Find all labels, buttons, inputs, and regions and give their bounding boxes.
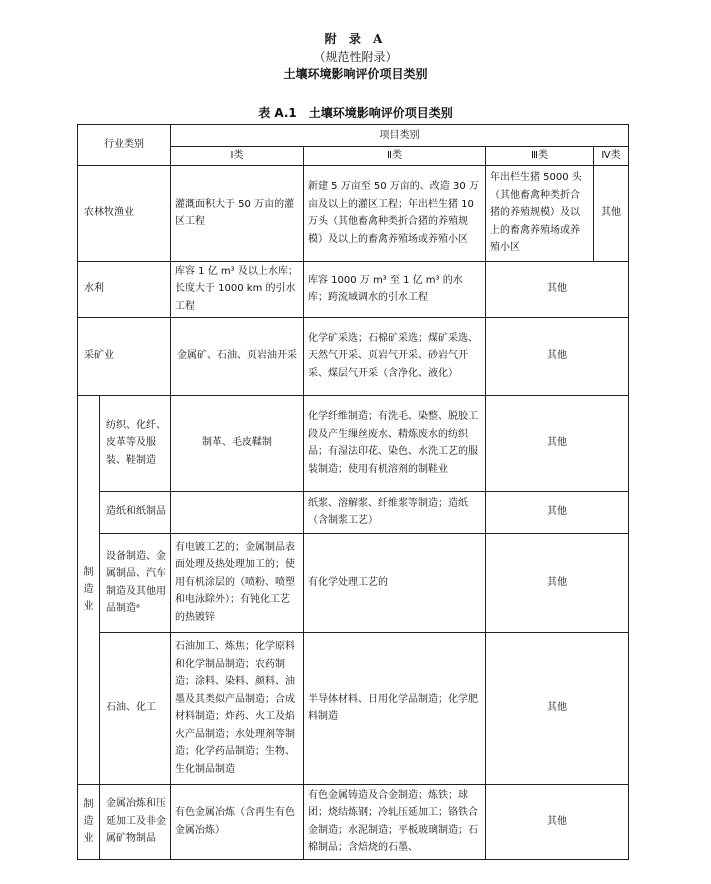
class-1-cell: 灌溉面积大于 50 万亩的灌区工程 <box>171 165 304 261</box>
subindustry-cell: 造纸和纸制品 <box>100 491 171 533</box>
class-2-cell: 有色金属铸造及合金制造；炼铁；球团；烧结炼钢；冷轧压延加工；铬铁合金制造；水泥制造；平板玻璃制造；石棉制品；含焙烧的石墨、 <box>304 784 486 859</box>
header-class-3: Ⅲ类 <box>486 147 594 166</box>
header-class-4: Ⅳ类 <box>594 147 629 166</box>
subindustry-cell: 纺织、化纤、皮革等及服装、鞋制造 <box>100 395 171 491</box>
project-category-table <box>77 124 629 860</box>
table-caption <box>0 104 711 121</box>
class-2-cell: 纸浆、溶解浆、纤维浆等制造；造纸（含制浆工艺） <box>304 491 486 533</box>
manufacturing-label-text: 制造业 <box>83 566 94 612</box>
header-class-2: Ⅱ类 <box>304 147 486 166</box>
class-2-cell: 新建 5 万亩至 50 万亩的、改造 30 万亩及以上的灌区工程；年出栏生猪 10 万头（其他畜禽种类折合猪的养殖规模）及以上的畜禽养殖场或养殖小区 <box>304 165 486 261</box>
class-4-cell: 其他 <box>594 165 629 261</box>
table-row <box>78 395 629 491</box>
class-3-4-cell: 其他 <box>486 533 629 632</box>
class-2-cell: 库容 1000 万 m³ 至 1 亿 m³ 的水库；跨流域调水的引水工程 <box>304 261 486 317</box>
appendix-title: 附 录 A <box>324 32 387 46</box>
class-1-cell: 制革、毛皮鞣制 <box>171 395 304 491</box>
class-2-cell: 化学矿采选；石棉矿采选；煤矿采选、天然气开采、页岩气开采、砂岩气开采、煤层气开采（含净化、液化） <box>304 317 486 395</box>
appendix-subtitle: 土壤环境影响评价项目类别 <box>283 67 428 81</box>
subindustry-cell: 石油、化工 <box>100 632 171 784</box>
table-row <box>78 165 629 261</box>
manufacturing-label <box>78 784 100 859</box>
class-1-cell: 库容 1 亿 m³ 及以上水库；长度大于 1000 km 的引水工程 <box>171 261 304 317</box>
class-3-4-cell: 其他 <box>486 491 629 533</box>
class-1-cell: 有电镀工艺的；金属制品表面处理及热处理加工的；使用有机涂层的（喷粉、喷塑和电泳除外）；有钝化工艺的热镀锌 <box>171 533 304 632</box>
class-3-4-cell: 其他 <box>486 395 629 491</box>
header-class-1: Ⅰ类 <box>171 147 304 166</box>
class-2-cell: 化学纤维制造；有洗毛、染整、脱胶工段及产生缫丝废水、精炼废水的纺织品；有湿法印花、染色、水洗工艺的服装制造；使用有机溶剂的制鞋业 <box>304 395 486 491</box>
class-1-cell: 有色金属冶炼（含再生有色金属冶炼） <box>171 784 304 859</box>
class-3-4-cell: 其他 <box>486 261 629 317</box>
class-2-cell: 有化学处理工艺的 <box>304 533 486 632</box>
manufacturing-label <box>78 395 100 784</box>
table-row <box>78 491 629 533</box>
header-industry: 行业类别 <box>78 125 171 166</box>
manufacturing-label-text: 制造业 <box>83 798 94 844</box>
class-1-cell <box>171 491 304 533</box>
table-number: 表 A.1 <box>258 106 297 120</box>
subindustry-cell: 设备制造、金属制品、汽车制造及其他用品制造ᵃ <box>100 533 171 632</box>
class-1-cell: 石油加工、炼焦；化学原料和化学制品制造；农药制造；涂料、染料、颜料、油墨及其类似产品制造；合成材料制造；炸药、火工及焰火产品制造；水处理剂等制造；化学药品制造；生物、生化制品制造 <box>171 632 304 784</box>
header-project-category: 项目类别 <box>171 125 629 147</box>
class-3-4-cell: 其他 <box>486 784 629 859</box>
industry-cell: 采矿业 <box>78 317 171 395</box>
table-row <box>78 317 629 395</box>
class-1-cell: 金属矿、石油、页岩油开采 <box>171 317 304 395</box>
table-row <box>78 632 629 784</box>
class-3-4-cell: 其他 <box>486 317 629 395</box>
industry-cell: 水利 <box>78 261 171 317</box>
table-row <box>78 784 629 859</box>
class-3-4-cell: 其他 <box>486 632 629 784</box>
table-row <box>78 533 629 632</box>
class-3-cell: 年出栏生猪 5000 头（其他畜禽种类折合猪的养殖规模）及以上的畜禽养殖场或养殖小区 <box>486 165 594 261</box>
appendix-note: （规范性附录） <box>313 50 398 64</box>
table-row <box>78 261 629 317</box>
subindustry-cell: 金属冶炼和压延加工及非金属矿物制品 <box>100 784 171 859</box>
class-2-cell: 半导体材料、日用化学品制造；化学肥料制造 <box>304 632 486 784</box>
table-title: 土壤环境影响评价项目类别 <box>308 106 453 120</box>
industry-cell: 农林牧渔业 <box>78 165 171 261</box>
